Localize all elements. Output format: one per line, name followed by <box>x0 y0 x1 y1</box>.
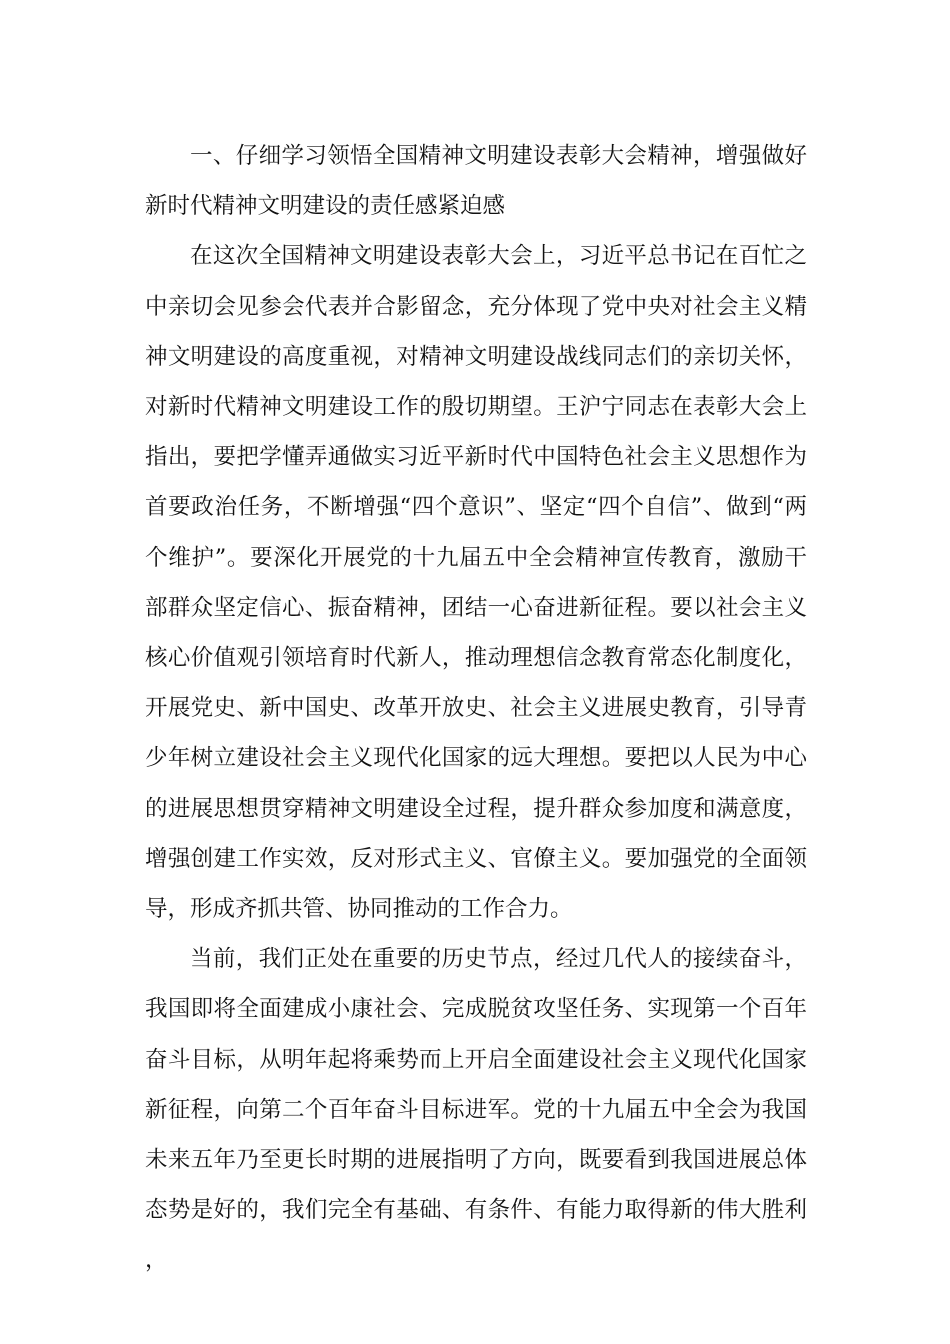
section-heading: 一、仔细学习领悟全国精神文明建设表彰大会精神，增强做好新时代精神文明建设的责任感紧迫感 <box>145 143 807 220</box>
body-paragraph-2: 当前，我们正处在重要的历史节点，经过几代人的接续奋斗，我国即将全面建成小康社会、完成脱贫攻坚任务、实现第一个百年奋斗目标，从明年起将乘势而上开启全面建设社会主义现代化国家新征程，向第二个百年奋斗目标进军。党的十九届五中全会为我国未来五年乃至更长时期的进展指明了方向，既要看到我国进展总体态势是好的，我们完全有基础、有条件、有能力取得新的伟大胜利， <box>145 946 807 1274</box>
body-paragraph-1: 在这次全国精神文明建设表彰大会上，习近平总书记在百忙之中亲切会见参会代表并合影留念，充分体现了党中央对社会主义精神文明建设的高度重视，对精神文明建设战线同志们的亲切关怀，对新时代精神文明建设工作的殷切期望。王沪宁同志在表彰大会上指出，要把学懂弄通做实习近平新时代中国特色社会主义思想作为首要政治任务，不断增强“四个意识”、坚定“四个自信”、做到“两个维护”。要深化开展党的十九届五中全会精神宣传教育，激励干部群众坚定信心、振奋精神，团结一心奋进新征程。要以社会主义核心价值观引领培育时代新人，推动理想信念教育常态化制度化，开展党史、新中国史、改革开放史、社会主义进展史教育，引导青少年树立建设社会主义现代化国家的远大理想。要把以人民为中心的进展思想贯穿精神文明建设全过程，提升群众参加度和满意度，增强创建工作实效，反对形式主义、官僚主义。要加强党的全面领导，形成齐抓共管、协同推动的工作合力。 <box>145 243 807 923</box>
document-body <box>145 131 807 1286</box>
